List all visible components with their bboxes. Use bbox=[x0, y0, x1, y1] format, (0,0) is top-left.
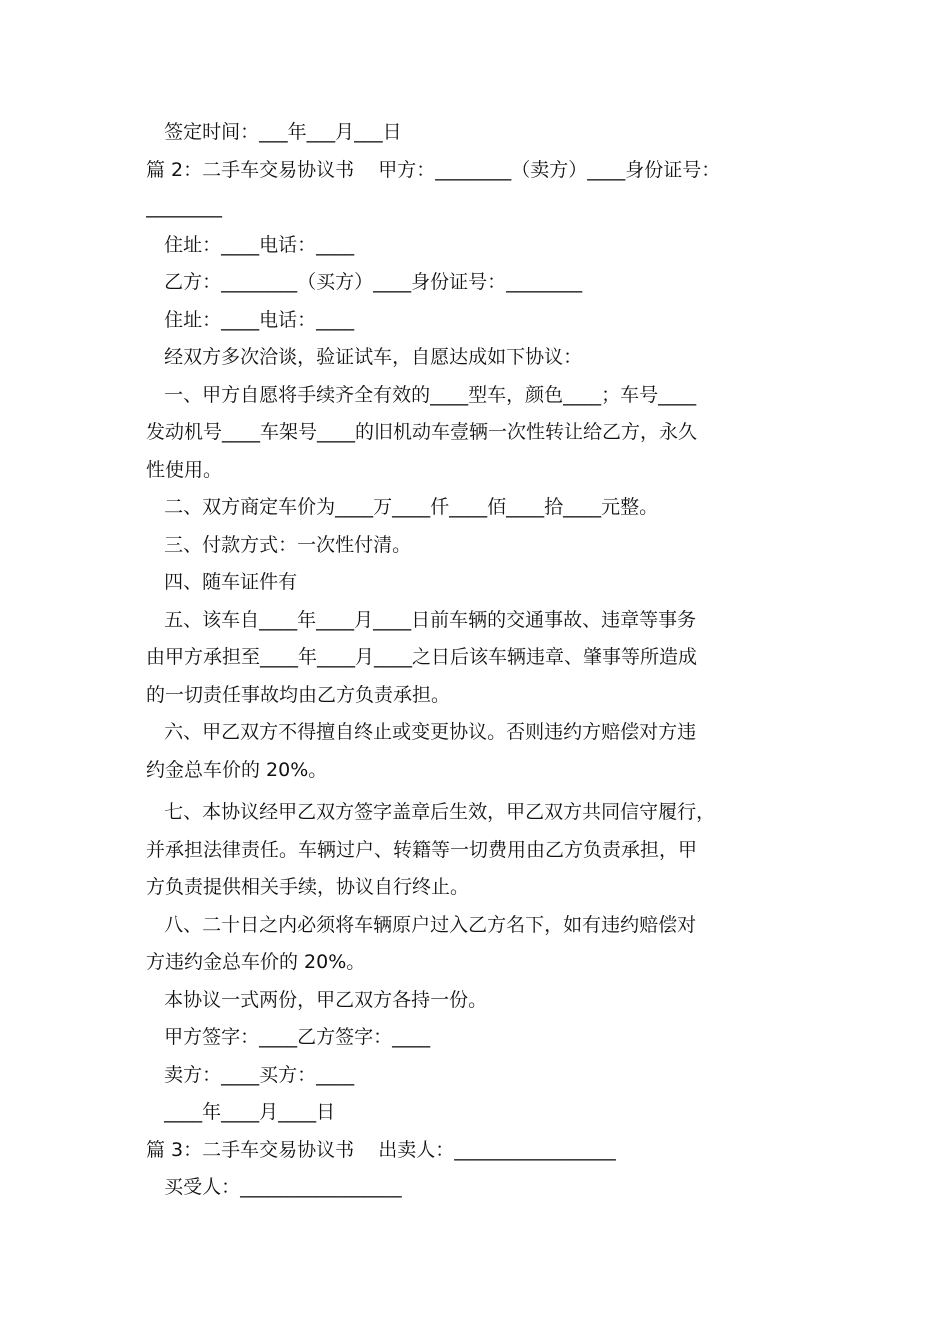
party-a-address-line: 住址：____电话：____ bbox=[146, 233, 355, 256]
clause-3-line: 三、付款方式：一次性付清。 bbox=[146, 533, 412, 556]
clause-6-line-2: 约金总车价的 20%。 bbox=[146, 758, 328, 781]
party-b-address-line: 住址：____电话：____ bbox=[146, 308, 355, 331]
seller-buyer-line: 卖方：____买方：____ bbox=[146, 1063, 355, 1086]
clause-5-line-3: 的一切责任事故均由乙方负责承担。 bbox=[146, 683, 451, 706]
document-page bbox=[146, 114, 818, 1207]
section-3-heading: 篇 3：二手车交易协议书 出卖人：_________________ bbox=[146, 1138, 616, 1161]
clause-2-line: 二、双方商定车价为____万____仟____佰____拾____元整。 bbox=[146, 496, 659, 518]
clause-6-line-1: 六、甲乙双方不得擅自终止或变更协议。否则违约方赔偿对方违 bbox=[146, 721, 697, 743]
copies-line: 本协议一式两份，甲乙双方各持一份。 bbox=[146, 988, 488, 1011]
clause-4-line: 四、随车证件有 bbox=[146, 571, 298, 593]
date-line: ____年____月____日 bbox=[146, 1101, 336, 1123]
clause-8-line-1: 八、二十日之内必须将车辆原户过入乙方名下，如有违约赔偿对 bbox=[146, 913, 697, 936]
party-b-line: 乙方：________（买方）____身份证号：________ bbox=[146, 271, 583, 293]
clause-7-line-1: 七、本协议经甲乙双方签字盖章后生效，甲乙双方共同信守履行， bbox=[146, 801, 716, 823]
clause-8-line-2: 方违约金总车价的 20%。 bbox=[146, 951, 366, 973]
signing-date-line: 签定时间：___年___月___日 bbox=[146, 121, 402, 143]
buyer-line: 买受人：_________________ bbox=[146, 1176, 402, 1198]
clause-5-line-1: 五、该车自____年____月____日前车辆的交通事故、违章等事务 bbox=[146, 608, 697, 631]
signature-line: 甲方签字：____乙方签字：____ bbox=[146, 1026, 431, 1048]
clause-7-line-3: 方负责提供相关手续，协议自行终止。 bbox=[146, 876, 470, 898]
clause-1-line-2: 发动机号____车架号____的旧机动车壹辆一次性转让给乙方，永久 bbox=[146, 421, 698, 443]
section-2-heading: 篇 2：二手车交易协议书 甲方：________（卖方）____身份证号： bbox=[146, 158, 721, 181]
clause-1-line-1: 一、甲方自愿将手续齐全有效的____型车，颜色____；车号____ bbox=[146, 383, 697, 406]
clause-5-line-2: 由甲方承担至____年____月____之日后该车辆违章、肇事等所造成 bbox=[146, 646, 698, 668]
party-a-id-continuation: ________ bbox=[146, 196, 222, 218]
clause-1-line-3: 性使用。 bbox=[146, 458, 223, 481]
clause-7-line-2: 并承担法律责任。车辆过户、转籍等一切费用由乙方负责承担，甲 bbox=[146, 838, 698, 861]
preamble-line: 经双方多次洽谈，验证试车，自愿达成如下协议： bbox=[146, 346, 583, 368]
